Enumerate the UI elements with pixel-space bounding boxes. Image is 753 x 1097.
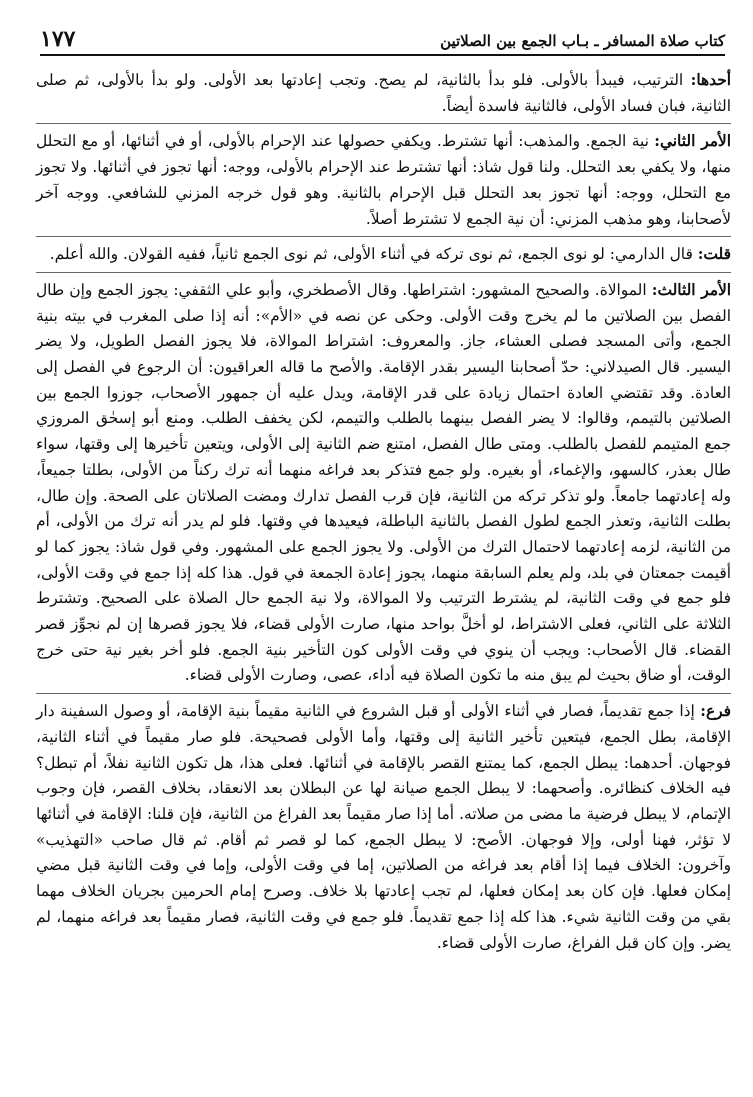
- running-title: كتاب صلاة المسافر ـ بـاب الجمع بين الصلاتين: [440, 32, 725, 50]
- paragraph-text: الموالاة. والصحيح المشهور: اشتراطها. وقال الأصطخري، وأبو علي الثقفي: يجوز الجمع وإن طال الفصل بين الصلاتين ما لم يخرج وقت الأولى. وحكى عن نصه في «الأم»: أنه إذا صلى المغرب في بيته بنية الجمع، وأتى المسجد فصلى العشاء، جاز. والمعروف: اشتراط الموالاة، فلا يجوز الفصل الطويل، ولا يضر اليسير. قال الصيدلاني: حدّ أصحابنا اليسير بقدر الإقامة. والأصح ما قاله العراقيون: أن الرجوع في الفصل إلى العادة. وقد تقتضي العادة احتمال زيادة على قدر الإقامة، ويدل عليه أن جمهور الأصحاب، جوزوا الجمع بين الصلاتين بالتيمم، وقالوا: لا يضر الفصل بينهما بالطلب والتيمم، لكن يخفف الطلب. ومنع أبو إسحٰق المروزي جمع المتيمم للفصل بالطلب. ومتى طال الفصل، امتنع ضم الثانية إلى الأولى، ويتعين تأخيرها إلى وقتها، سواء طال بعذر، كالسهو، والإغماء، أو بغيره. ولو جمع فتذكر بعد فراغه منهما أنه ترك ركناً من الأولى، بطلتا جميعاً، وله إعادتهما جامعاً. ولو تذكر تركه من الثانية، فإن قرب الفصل تدارك ومضت الصلاتان على الصحة. وإن طال، بطلت الثانية، وتعذر الجمع لطول الفصل بالثانية الباطلة، فيعيدها في وقتها. فلو لم يدر أنه ترك من الأولى، أم من الثانية، لزمه إعادتهما لاحتمال الترك من الأولى. ولا يجوز الجمع على المشهور. وفي قول شاذ: يجوز كما لو أقيمت جمعتان في بلد، ولم يعلم السابقة منهما، يجوز إعادة الجمعة في قول. هذا كله إذا جمع في وقت الأولى، فلو جمع في وقت الثانية، لم يشترط الترتيب ولا الموالاة، ولا نية الجمع حال الصلاة على الصحيح. وتشترط الثلاثة على الثاني، فعلى الاشتراط، لو أخلَّ بواحد منها، صارت الأولى قضاء، فلا يجوز قصرها إن لم نجوِّز قصر القضاء. قال الأصحاب: ويجب أن ينوي في وقت الأولى كون التأخير بنية الجمع. فلو أخر بغير نية حتى خرج الوقت، أو ضاق بحيث لم يبق منه ما تكون الصلاة فيه أداء، عصى، وصارت الأولى قضاء.: [36, 280, 731, 685]
- paragraph-text: قال الدارمي: لو نوى الجمع، ثم نوى تركه في أثناء الأولى، ثم نوى الجمع ثانياً، ففيه القولان. والله أعلم.: [49, 245, 698, 264]
- divider: [36, 236, 731, 237]
- paragraph-heading: الأمر الثالث:: [651, 280, 731, 299]
- paragraph-branch: [36, 699, 731, 956]
- page-body: [36, 68, 731, 1077]
- paragraph-first-condition: [36, 68, 731, 119]
- paragraph-third-condition: [36, 278, 731, 689]
- divider: [36, 272, 731, 273]
- paragraph-second-condition: [36, 129, 731, 232]
- paragraph-text: الترتيب، فيبدأ بالأولى. فلو بدأ بالثانية، لم يصح. وتجب إعادتها بعد الأولى. ولو بدأ بالأولى، ثم صلى الثانية، فبان فساد الأولى، فالثانية فاسدة أيضاً.: [36, 71, 731, 115]
- page-header: [40, 20, 725, 56]
- paragraph-heading: أحدها:: [690, 71, 731, 89]
- divider: [36, 123, 731, 124]
- paragraph-text: نية الجمع. والمذهب: أنها تشترط. ويكفي حصولها عند الإحرام بالأولى، أو في أثنائها، أو مع التحلل منها، ولا يكفي بعد التحلل. ولنا قول شاذ: أنها تشترط عند الإحرام بالأولى، ووجه: أنها تجوز في أثنائها. ولا تجوز مع التحلل، ووجه: أنها تجوز بعد التحلل قبل الإحرام بالثانية. وهو قول خرجه المزني للشافعي. ووجه آخر لأصحابنا، وهو مذهب المزني: أن نية الجمع لا تشترط أصلاً.: [36, 132, 731, 228]
- divider: [36, 693, 731, 694]
- paragraph-note: [36, 242, 731, 268]
- paragraph-heading: فرع:: [700, 702, 731, 721]
- paragraph-heading: قلت:: [697, 245, 731, 264]
- paragraph-text: إذا جمع تقديماً، فصار في أثناء الأولى أو قبل الشروع في الثانية مقيماً بنية الإقامة، أو وصول السفينة دار الإقامة، بطل الجمع، فيتعين تأخير الثانية إلى وقتها، وأما الأولى فصحيحة. فلو صار مقيماً في أثناء الثانية، فوجهان. أحدهما: يبطل الجمع، كما يمتنع القصر بالإقامة في أثنائها. فعلى هذا، هل تكون الثانية نفلاً، أم تبطل؟ فيه الخلاف كنظائره. وأصحهما: لا يبطل الجمع صيانة لها عن البطلان بعد الانعقاد، بخلاف القصر، فإن وجوب الإتمام، لا يبطل فرضية ما مضى من صلاته. أما إذا صار مقيماً بعد الفراغ من الثانية، فإن قلنا: الإقامة في أثنائها لا تؤثر، فهنا أولى، وإلا فوجهان. الأصح: لا يبطل الجمع، كما لو قصر ثم أقام. ثم قال صاحب «التهذيب» وآخرون: الخلاف فيما إذا أقام بعد فراغه من الصلاتين، إما في وقت الأولى، وإما في وقت الثانية قبل مضي إمكان فعلها. فإن كان بعد إمكان فعلها، لم تجب إعادتها بلا خلاف. وصرح إمام الحرمين بجريان الخلاف مهما بقي من وقت الثانية شيء. هذا كله إذا جمع تقديماً. فلو جمع في وقت الثانية، فصار مقيماً بعد فراغه منهما، لم يضر. وإن كان قبل الفراغ، صارت الأولى قضاء.: [36, 702, 731, 952]
- page-number: ١٧٧: [40, 26, 76, 52]
- paragraph-heading: الأمر الثاني:: [654, 132, 731, 151]
